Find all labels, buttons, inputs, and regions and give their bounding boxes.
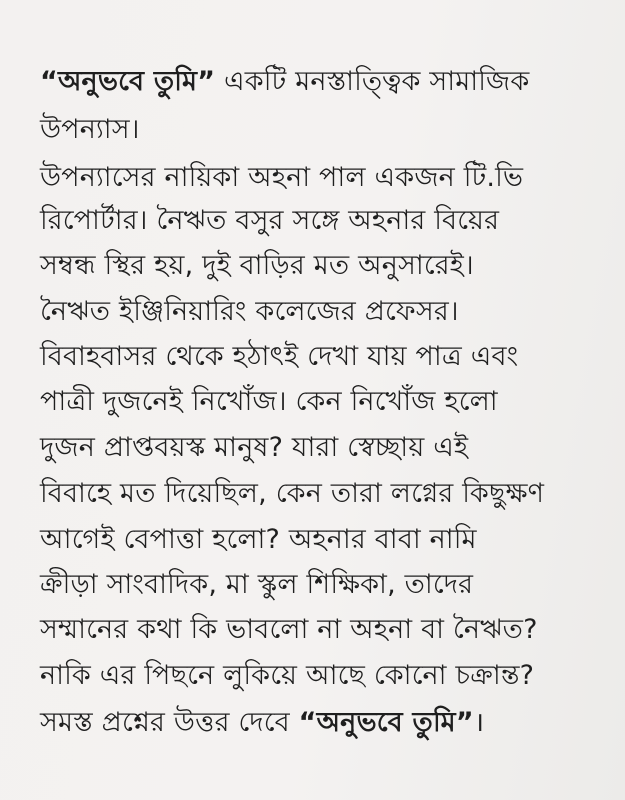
- line-2: উপন্যাস।: [40, 114, 140, 145]
- line-1-text: একটি মনস্তাত্ত্বিক সামাজিক: [215, 66, 530, 97]
- line-14: নাকি এর পিছনে লুকিয়ে আছে কোনো চক্রান্ত?: [40, 660, 535, 691]
- line-5: সম্বন্ধ স্থির হয়, দুই বাড়ির মত অনুসারেই।: [40, 250, 474, 281]
- book-title: “অনুভবে তুমি”: [40, 66, 216, 97]
- line-15-text: সমস্ত প্রশ্নের উত্তর দেবে: [40, 707, 299, 738]
- line-15: [40, 703, 605, 743]
- line-8: পাত্রী দুজনেই নিখোঁজ। কেন নিখোঁজ হলো: [40, 386, 498, 417]
- line-13: সম্মানের কথা কি ভাবলো না অহনা বা নৈঋত?: [40, 614, 538, 645]
- line-7: বিবাহবাসর থেকে হঠাৎই দেখা যায় পাত্র এবং: [40, 341, 519, 372]
- line-15-end: ।: [473, 707, 485, 738]
- line-1: [40, 62, 605, 102]
- line-4: রিপোর্টার। নৈঋত বসুর সঙ্গে অহনার বিয়ের: [40, 205, 500, 236]
- line-12: ক্রীড়া সাংবাদিক, মা স্কুল শিক্ষিকা, তাদের: [40, 569, 474, 600]
- line-10: বিবাহে মত দিয়েছিল, কেন তারা লগ্নের কিছুক্ষণ: [40, 478, 545, 509]
- line-9: দুজন প্রাপ্তবয়স্ক মানুষ? যারা স্বেচ্ছায় এই: [40, 432, 469, 463]
- line-11: আগেই বেপাত্তা হলো? অহনার বাবা নামি: [40, 524, 477, 555]
- line-3: উপন্যাসের নায়িকা অহনা পাল একজন টি.ভি: [40, 162, 524, 193]
- line-6: নৈঋত ইঞ্জিনিয়ারিং কলেজের প্রফেসর।: [40, 296, 459, 327]
- book-title-closing: “অনুভবে তুমি”: [298, 707, 474, 738]
